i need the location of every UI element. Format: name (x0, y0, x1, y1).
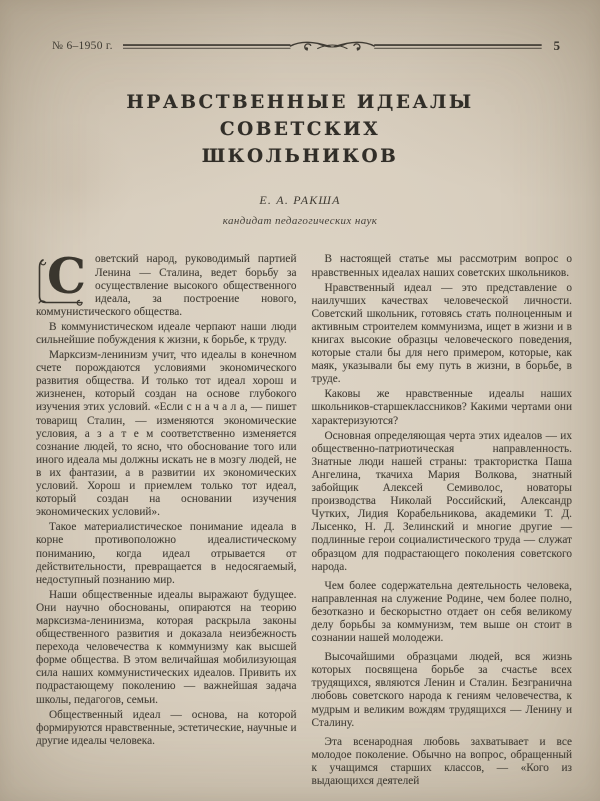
paragraph: Общественный идеал — основа, на которой формируются нравственные, эстетические, научные и другие идеалы человека. (36, 708, 297, 747)
paragraph: Такое материалистическое понимание идеала в корне противоположно идеалистическому пониманию, когда идеал отрывается от действительности, превращается в недосягаемый, недоступный познанию мир. (36, 521, 297, 586)
paragraph: Наши общественные идеалы выражают будущее. Они научно обоснованы, опираются на теорию марксизма-ленинизма, которая раскрыла законы общественного развития и доказала неизбежность перехода человечества к коммунизму как высшей форме общества. В этом величайшая мобилизующая сила наших коммунистических идеалов. Привить их подрастающему поколению — важнейшая задача школы, педагогов, семьи. (36, 588, 297, 706)
paragraph: Высочайшими образцами людей, вся жизнь которых посвящена борьбе за счастье всех трудящихся, являются Ленин и Сталин. Безгранична любовь советского народа к гениям человечества, к мудрым и великим вождям трудящихся — Ленину и Сталину. (311, 651, 572, 729)
article-title-line1: НРАВСТВЕННЫЕ ИДЕАЛЫ СОВЕТСКИХ (126, 92, 474, 140)
header-rule-ornament (123, 38, 542, 54)
article-title-line2: ШКОЛЬНИКОВ (201, 145, 399, 167)
paragraph: Нравственный идеал — это представление о наилучших качествах человеческой личности. Советский школьник, готовясь стать полноценным и активным строителем коммунизма, ищет в жизни и в книгах высокие образцы человеческого поведения, которые стали бы для него примером, которые, как маяк, указывали бы ему путь в жизни, в борьбе, в труде. (311, 281, 572, 386)
author-name: Е. А. РАКША (259, 193, 341, 208)
paragraph: Марксизм-ленинизм учит, что идеалы в конечном счете порождаются условиями экономического развития общества. И только тот идеал хорош и жизненен, который создан на основе глубокого изучения этих условий. «Если с н а ч а л а, — пишет товарищ Сталин, — изменяются экономические условия, а з а т е м соответственно изменяется сознание людей, то ясно, что обоснование того или иного идеала мы должны искать не в мозгу людей, не в их фантазии, а в развитии их экономических условий. Хорош и приемлем только тот идеал, который создан на основании изучения экономических условий». (36, 349, 297, 519)
article-body (0, 227, 600, 790)
column-right (312, 253, 573, 790)
dropcap-initial: С (36, 254, 88, 305)
paragraph: Каковы же нравственные идеалы наших школьников-старшеклассников? Какими чертами они характеризуются? (311, 388, 572, 427)
paragraph: Основная определяющая черта этих идеалов — их общественно-патриотическая направленность. Знатные люди нашей страны: трактористка Паша Ангелина, ткачиха Мария Волкова, знатный забойщик Алексей Семиволос, новаторы производства Николай Российский, Александр Чутких, Лидия Корабельникова, академики Т. Д. Лысенко, Н. Д. Зелинский и многие другие — подлинные герои социалистического труда — служат образцом для подрастающего поколения советского народа. (311, 429, 572, 573)
issue-label: № 6–1950 г. (52, 40, 113, 52)
paragraph: Эта всенародная любовь захватывает и все молодое поколение. Обычно на вопрос, обращенный к учащимся старших классов, — «Кого из выдающихся деятелей (311, 735, 572, 787)
page-number: 5 (553, 38, 560, 53)
author-degree: кандидат педагогических наук (222, 215, 378, 228)
page-header (0, 0, 600, 54)
column-left (36, 247, 297, 790)
paragraph: В настоящей статье мы рассмотрим вопрос о нравственных идеалах наших советских школьников. (311, 253, 572, 279)
paragraph: В коммунистическом идеале черпают наши люди сильнейшие побуждения к жизни, к борьбе, к труду. (36, 320, 297, 346)
article-title (60, 90, 540, 170)
paragraph: С оветский народ, руководимый партией Ленина — Сталина, ведет борьбу за осуществление высокого общественного идеала, за построение нового, коммунистического общества. (36, 247, 297, 318)
paragraph: Чем более содержательна деятельность человека, направленная на служение Родине, чем более полно, безотказно и бескорыстно отдает он себя великому делу борьбы за коммунизм, тем выше он стоит в сознании нашей молодежи. (311, 579, 572, 645)
